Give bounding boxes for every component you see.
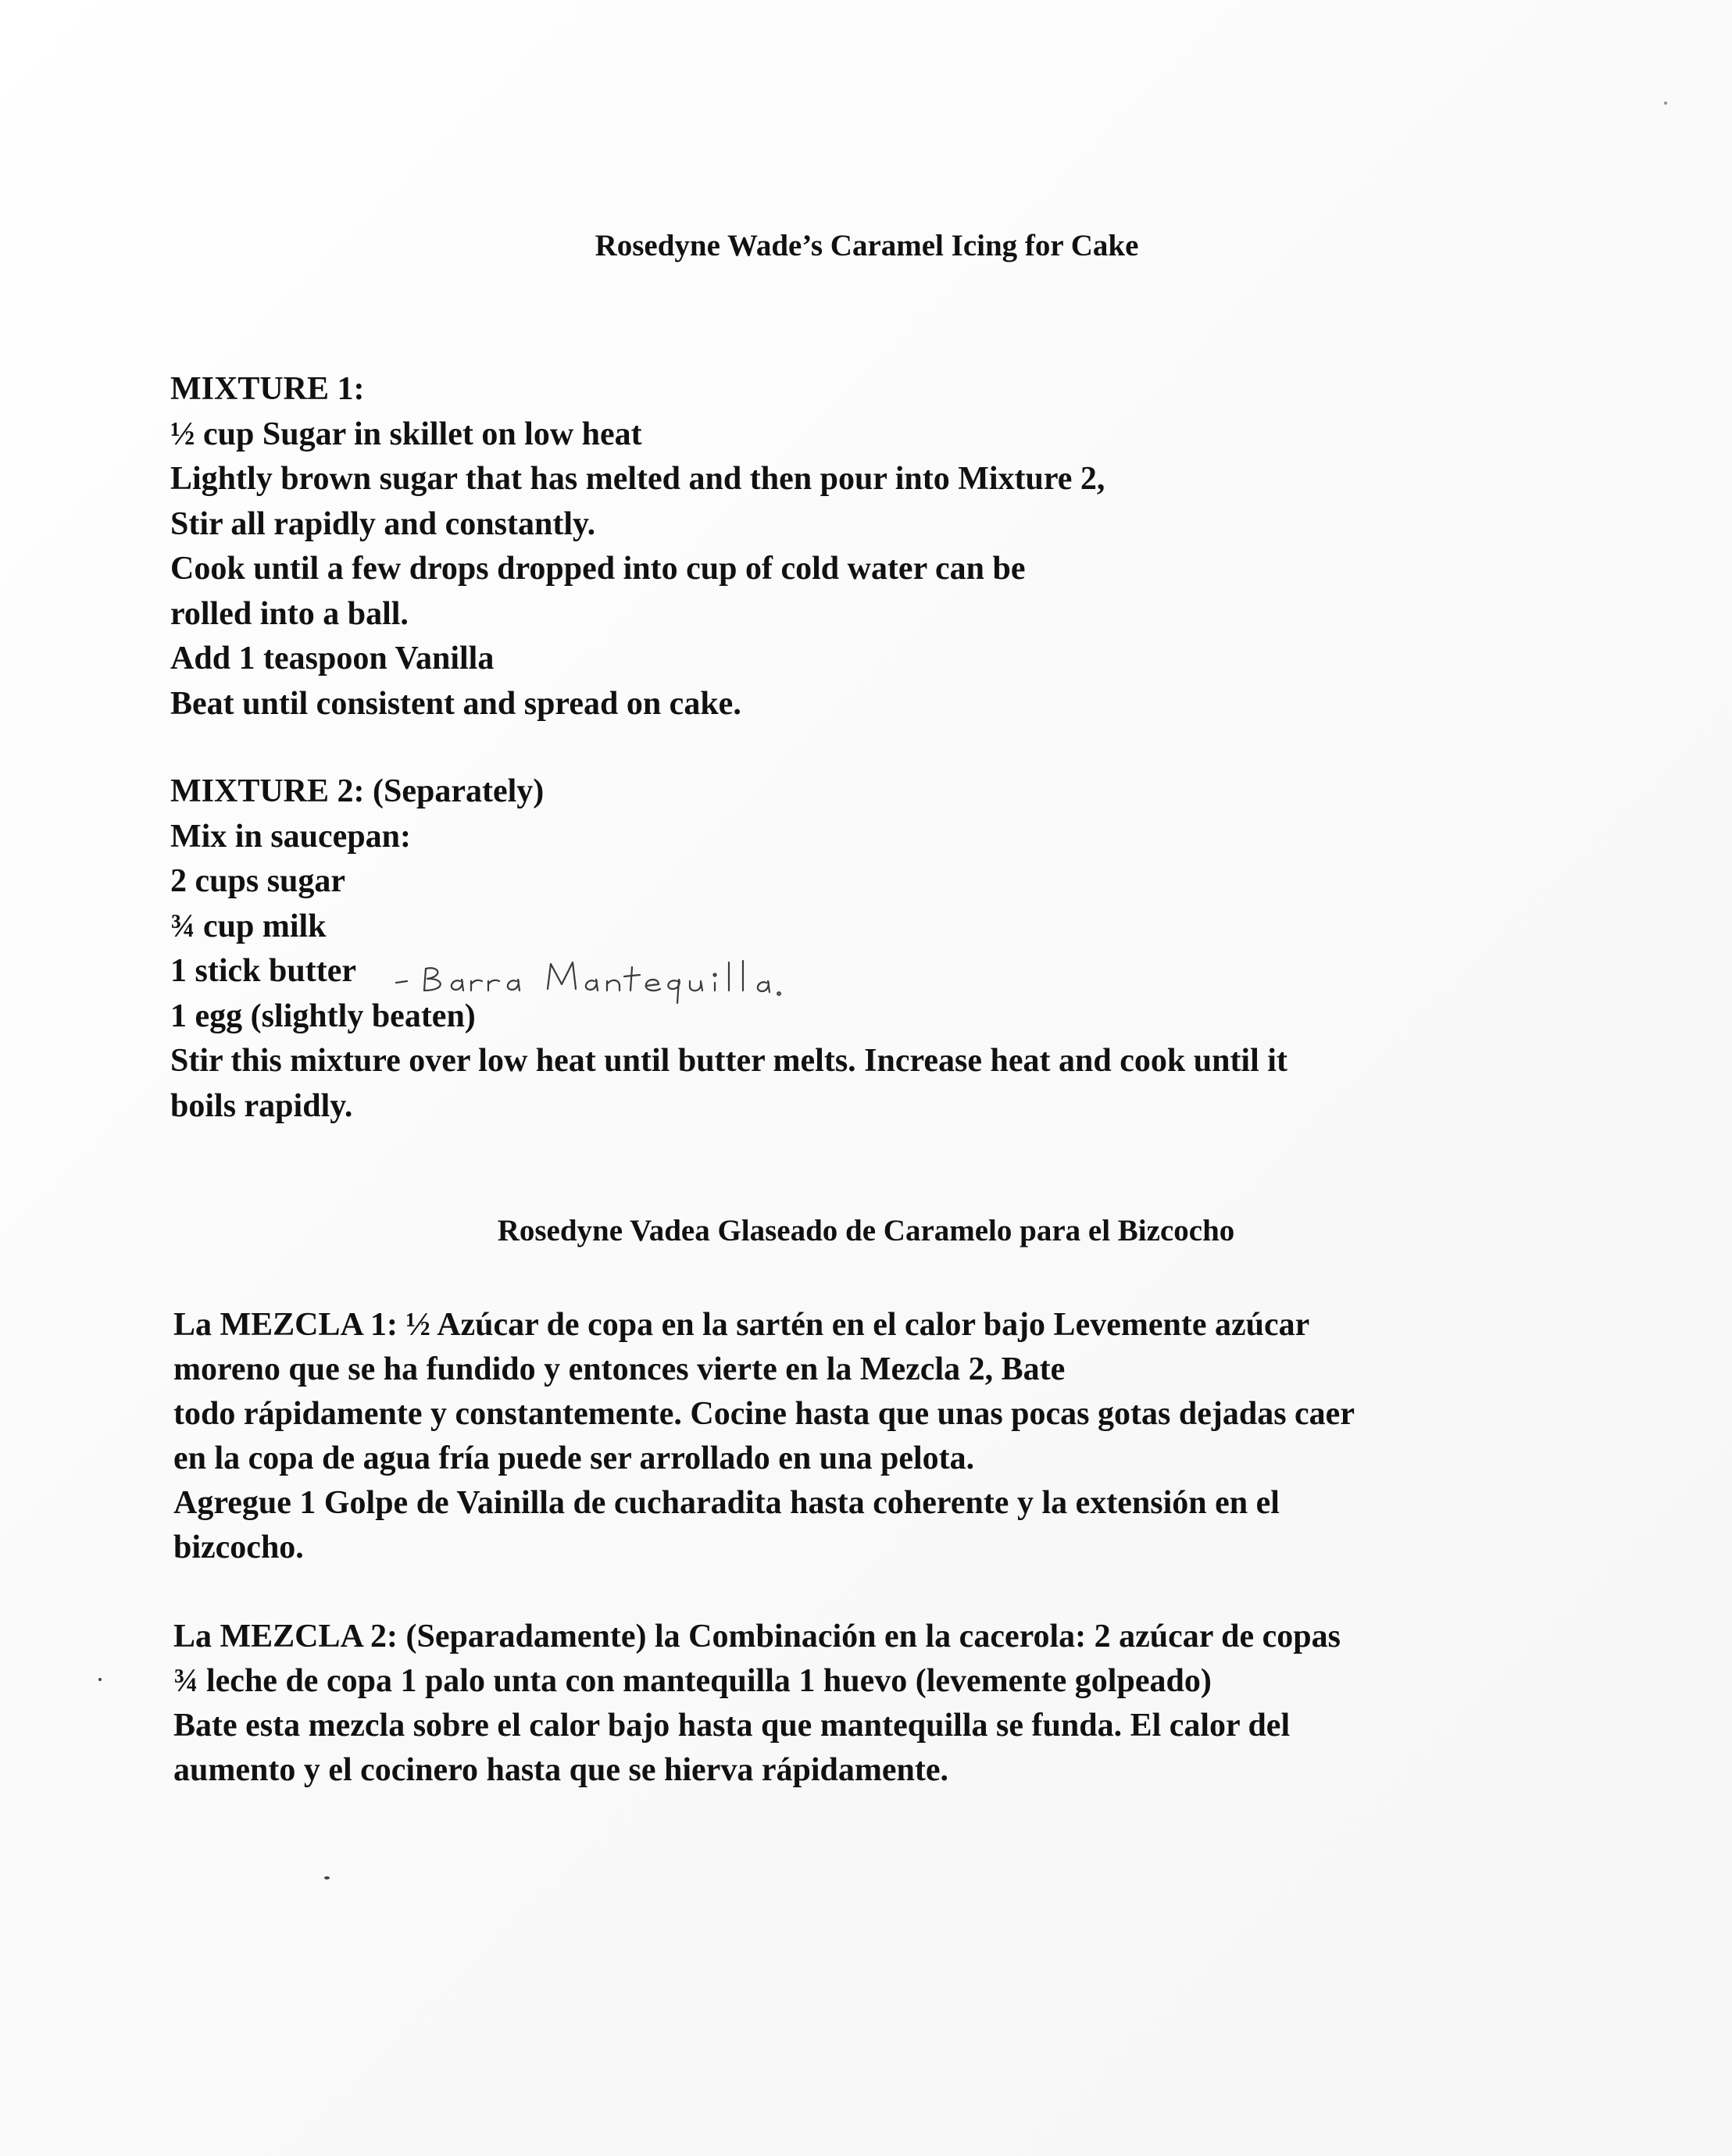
mixture-1-line: Stir all rapidly and constantly. xyxy=(170,505,596,542)
mixture-1-line: Add 1 teaspoon Vanilla xyxy=(170,641,495,676)
mixture-2-line: 1 egg (slightly beaten) xyxy=(170,998,476,1034)
mezcla-1-line: en la copa de agua fría puede ser arrollado en una pelota. xyxy=(173,1440,975,1476)
mixture-1-line: Cook until a few drops dropped into cup of cold water can be xyxy=(170,551,1026,587)
mixture-2-heading: MIXTURE 2: (Separately) xyxy=(170,773,545,809)
mixture-2-line: Stir this mixture over low heat until butter melts. Increase heat and cook until it xyxy=(170,1043,1287,1079)
mezcla-1-section xyxy=(173,1303,1642,1570)
mixture-1-line: rolled into a ball. xyxy=(170,595,409,632)
mixture-1-section xyxy=(170,367,1639,726)
mezcla-1-line: Agregue 1 Golpe de Vainilla de cucharadita hasta coherente y la extensión en el xyxy=(173,1485,1280,1521)
mezcla-1-line: bizcocho. xyxy=(173,1530,304,1565)
mezcla-2-line: Bate esta mezcla sobre el calor bajo hasta que mantequilla se funda. El calor del xyxy=(173,1708,1291,1744)
paper-speck xyxy=(324,1876,330,1879)
mezcla-2-line: La MEZCLA 2: (Separadamente) la Combinación en la cacerola: 2 azúcar de copas xyxy=(173,1619,1341,1654)
mixture-2-line: boils rapidly. xyxy=(170,1087,353,1124)
mixture-2-line: 1 stick butter xyxy=(170,953,356,989)
mezcla-2-section xyxy=(173,1615,1642,1793)
mezcla-2-line: ¾ leche de copa 1 palo unta con mantequilla 1 huevo (levemente golpeado) xyxy=(173,1663,1212,1699)
mezcla-1-line: moreno que se ha fundido y entonces vierte en la Mezcla 2, Bate xyxy=(173,1351,1066,1387)
handwritten-note-drawing xyxy=(395,953,801,1008)
paper-speck xyxy=(1664,102,1667,105)
recipe-title-english: Rosedyne Wade’s Caramel Icing for Cake xyxy=(595,229,1139,262)
paper-speck xyxy=(98,1678,102,1681)
mezcla-1-line: La MEZCLA 1: ½ Azúcar de copa en la sartén en el calor bajo Levemente azúcar xyxy=(173,1307,1310,1343)
mixture-1-line: Beat until consistent and spread on cake. xyxy=(170,685,741,722)
mixture-1-line: ½ cup Sugar in skillet on low heat xyxy=(170,416,642,452)
mixture-2-line: ¾ cup milk xyxy=(170,908,327,944)
mixture-2-section xyxy=(170,769,1639,1129)
mezcla-1-line: todo rápidamente y constantemente. Cocine hasta que unas pocas gotas dejadas caer xyxy=(173,1396,1355,1432)
mezcla-2-line: aumento y el cocinero hasta que se hierva rápidamente. xyxy=(173,1752,948,1788)
mixture-2-line: 2 cups sugar xyxy=(170,863,346,899)
mixture-1-line: Lightly brown sugar that has melted and then pour into Mixture 2, xyxy=(170,461,1105,497)
mixture-2-line: Mix in saucepan: xyxy=(170,818,412,855)
mixture-1-heading: MIXTURE 1: xyxy=(170,371,365,407)
recipe-title-spanish: Rosedyne Vadea Glaseado de Caramelo para el Bizcocho xyxy=(497,1214,1235,1248)
